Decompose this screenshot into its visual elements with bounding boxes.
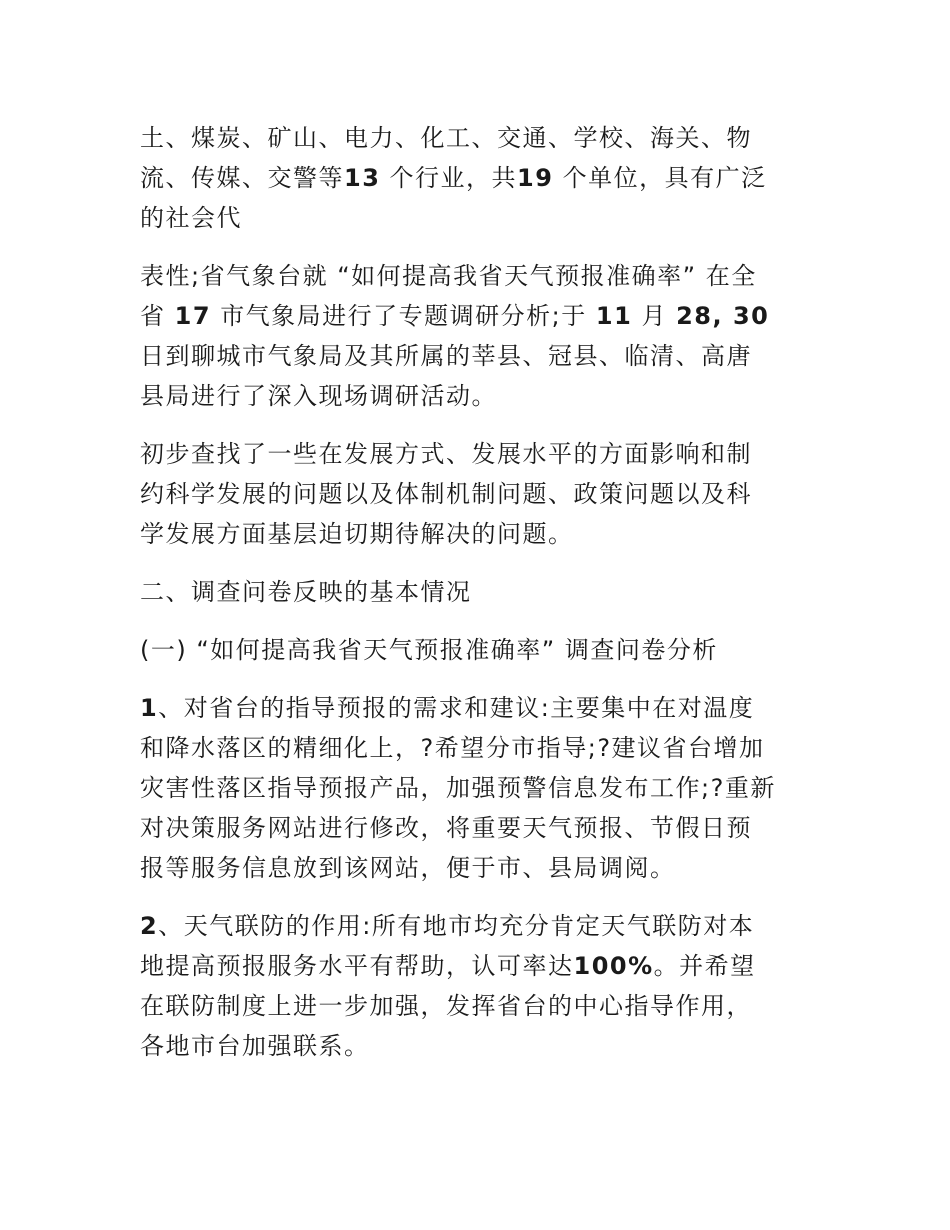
text-run: 、对省台的指导预报的需求和建议:主要集中在对温度	[158, 694, 755, 722]
text-run: 土、煤炭、矿山、电力、化工、交通、学校、海关、物	[140, 124, 752, 152]
text-run: 的社会代	[140, 204, 242, 232]
number-13: 13	[344, 164, 381, 192]
number-19: 19	[517, 164, 554, 192]
text-run: 对决策服务网站进行修改，将重要天气预报、节假日预	[140, 814, 752, 842]
text-run: 市气象局进行了专题调研分析;于	[220, 302, 596, 330]
number-30: 30	[732, 302, 770, 330]
item-number: 1	[140, 694, 159, 722]
paragraph-item-1	[140, 688, 820, 888]
text-run: (一) “如何提高我省天气预报准确率” 调查问卷分析	[140, 636, 718, 664]
text-run: 初步查找了一些在发展方式、发展水平的方面影响和制	[140, 440, 752, 468]
section-heading	[140, 572, 820, 612]
item-number: 2	[140, 912, 159, 940]
text-run: 县局进行了深入现场调研活动。	[140, 382, 497, 410]
text-run: 月	[641, 302, 677, 330]
number-11: 11	[595, 302, 633, 330]
text-run: 个行业，共	[389, 164, 518, 192]
text-run: 省	[140, 302, 166, 330]
text-run: 。并希望	[653, 952, 756, 980]
text-run: 约科学发展的问题以及体制机制问题、政策问题以及科	[140, 480, 752, 508]
document-page	[140, 118, 820, 1066]
text-run: 二、调查问卷反映的基本情况	[140, 578, 472, 606]
text-run: 流、传媒、交警等	[140, 164, 344, 192]
paragraph-findings	[140, 434, 820, 554]
text-run: 报等服务信息放到该网站，便于市、县局调阅。	[140, 854, 676, 882]
paragraph-research	[140, 256, 820, 416]
number-100-percent: 100%	[573, 952, 654, 980]
subsection-heading	[140, 630, 820, 670]
text-run: 和降水落区的精细化上，?希望分市指导;?建议省台增加	[140, 734, 765, 762]
number-17: 17	[174, 302, 212, 330]
text-run: 学发展方面基层迫切期待解决的问题。	[140, 520, 574, 548]
paragraph-industries	[140, 118, 820, 238]
text-run: 日到聊城市气象局及其所属的莘县、冠县、临清、高唐	[140, 342, 752, 370]
number-28: 28	[676, 302, 713, 330]
text-run: 各地市台加强联系。	[140, 1032, 370, 1060]
text-run: 个单位，具有广泛	[562, 164, 767, 192]
text-run: ,	[712, 302, 733, 330]
text-run: 地提高预报服务水平有帮助，认可率达	[140, 952, 574, 980]
text-run: 灾害性落区指导预报产品，加强预警信息发布工作;?重新	[140, 774, 776, 802]
text-run: 在联防制度上进一步加强，发挥省台的中心指导作用，	[140, 992, 752, 1020]
text-run: 表性;省气象台就 “如何提高我省天气预报准确率” 在全	[140, 262, 757, 290]
text-run: 、天气联防的作用:所有地市均充分肯定天气联防对本	[158, 912, 755, 940]
paragraph-item-2	[140, 906, 820, 1066]
